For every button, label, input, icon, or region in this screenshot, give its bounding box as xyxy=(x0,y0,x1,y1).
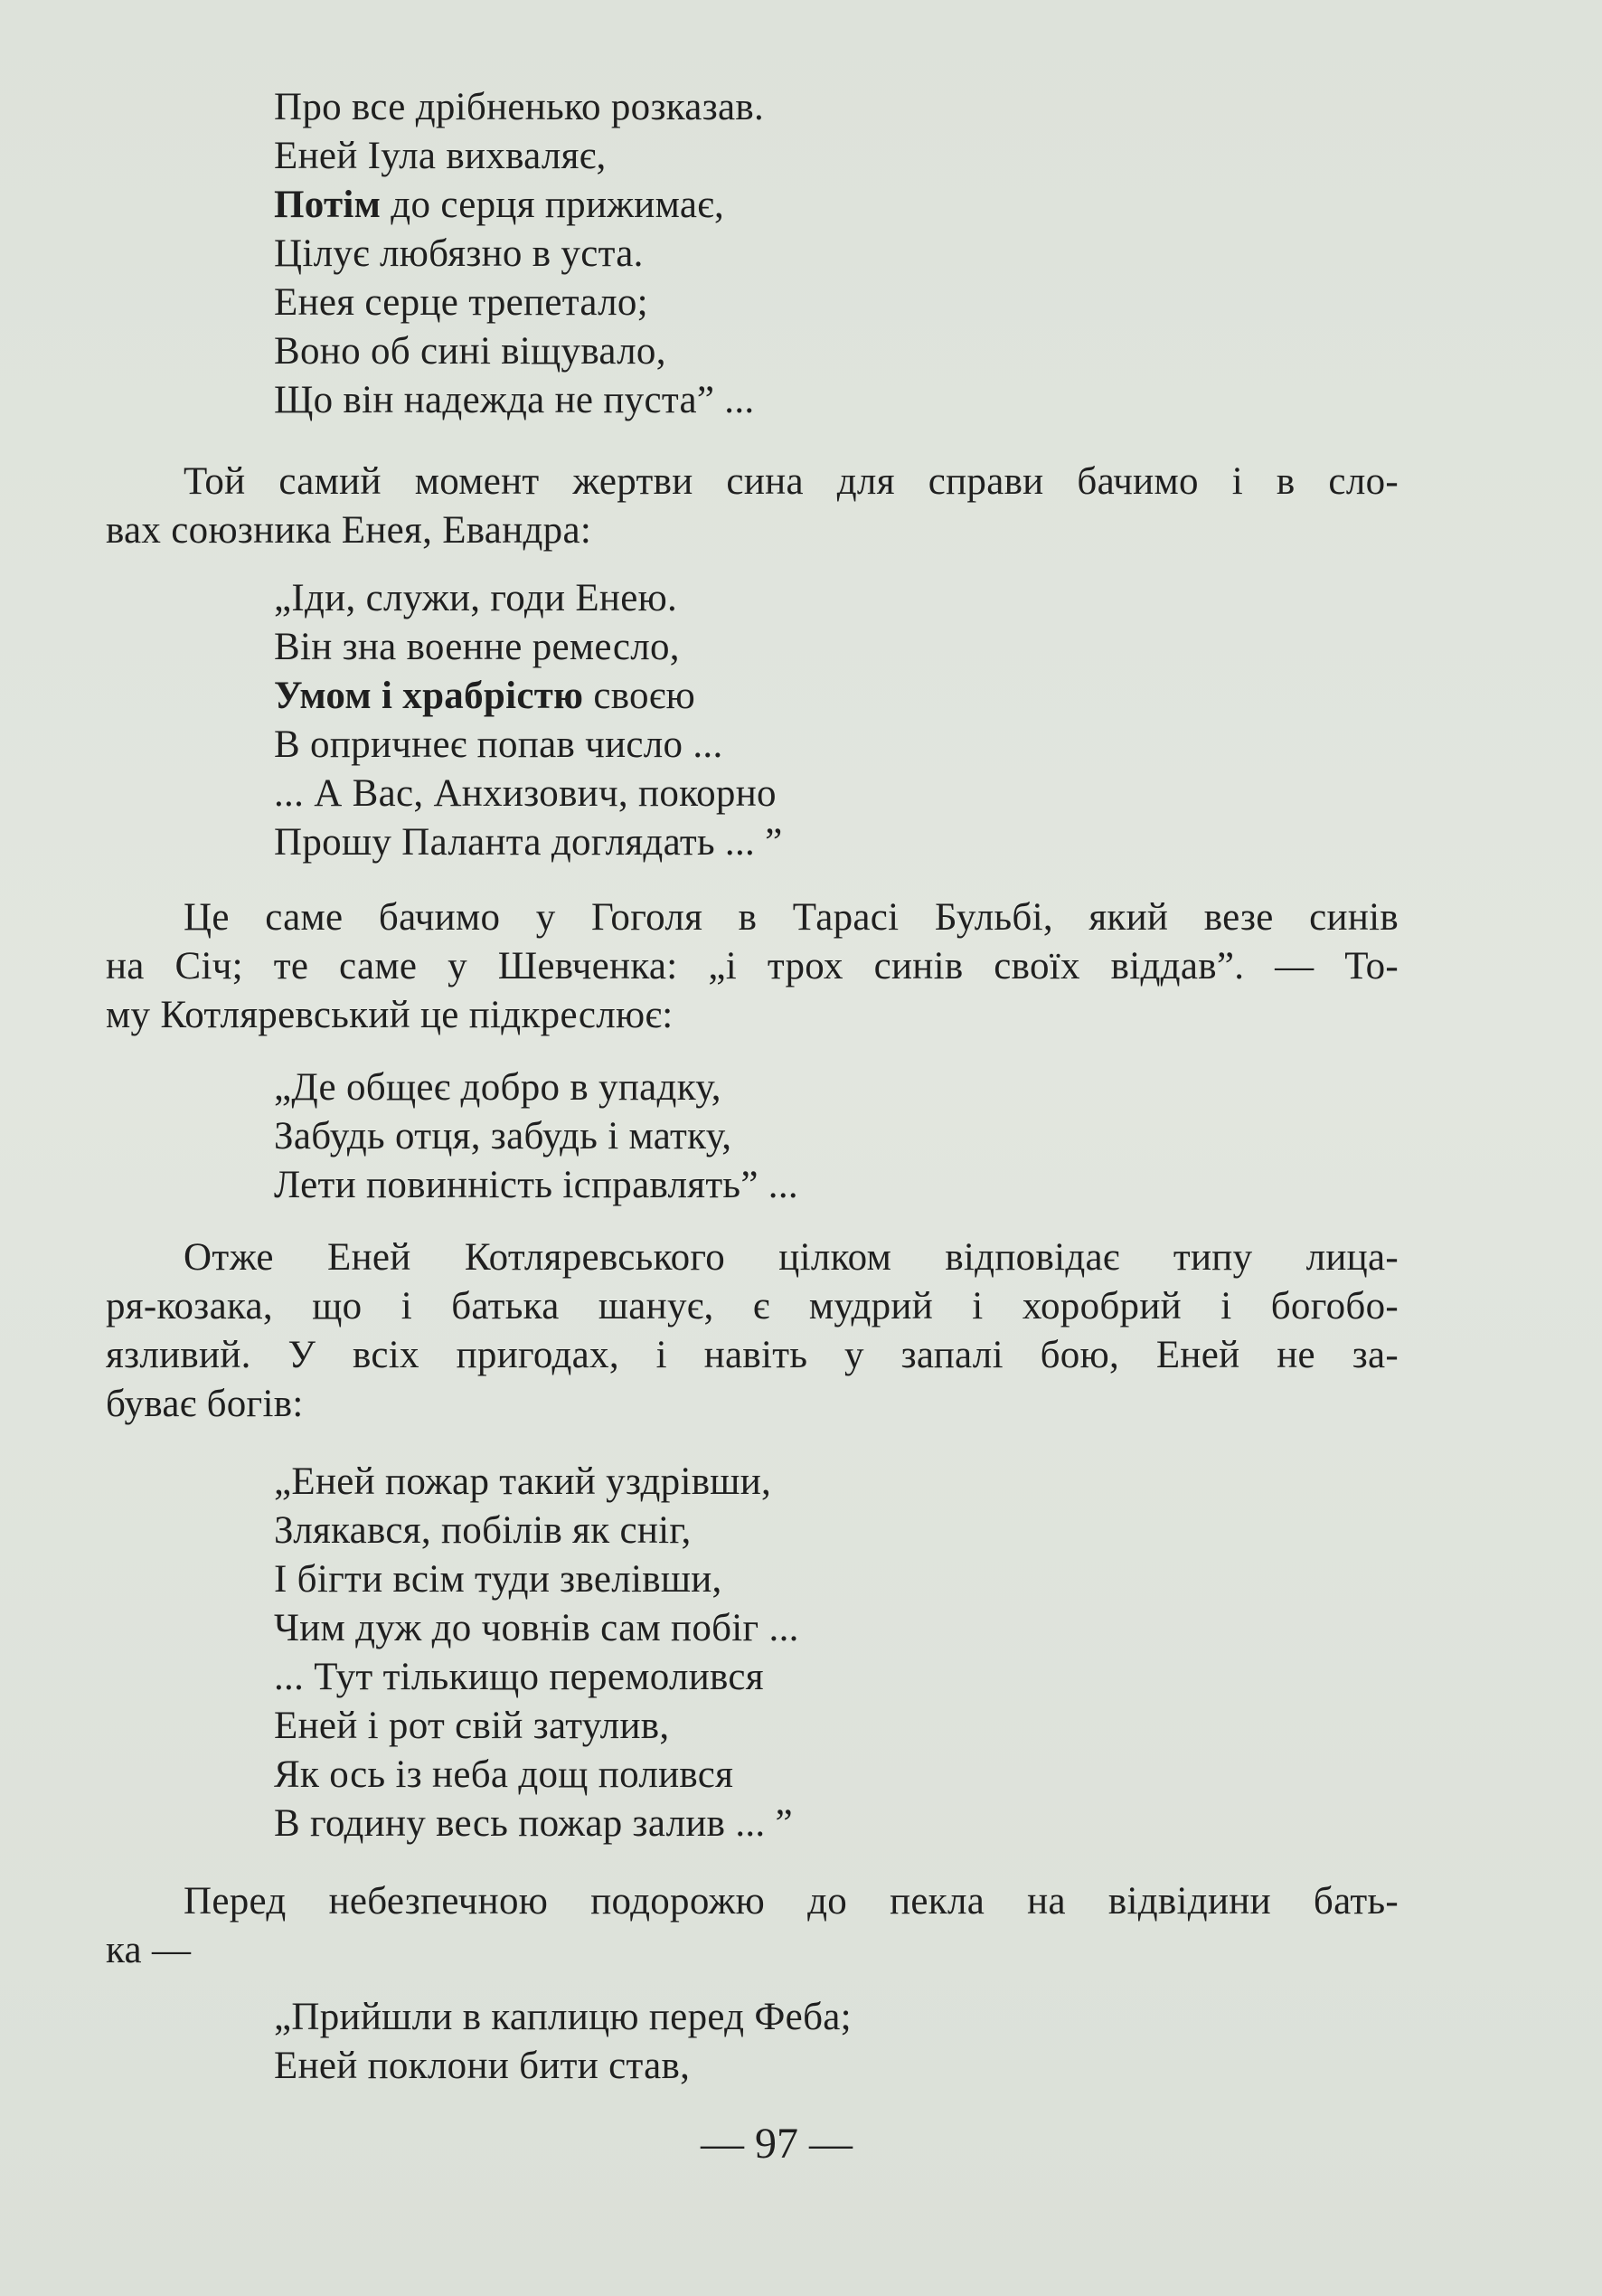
prose-line: язливий. У всіх пригодах, і навіть у запалі бою, Еней не за- xyxy=(106,1334,1399,1376)
bold-emphasis: Умом і храбрістю xyxy=(274,675,584,717)
stanza-5 xyxy=(274,1993,852,2091)
prose-line: на Січ; те саме у Шевченка: „і трох синів своїх віддав”. — То- xyxy=(106,945,1399,987)
poem-line: „Іди, служи, годи Енею. xyxy=(274,577,678,619)
prose-line: Той самий момент жертви сина для справи бачимо і в сло- xyxy=(184,460,1399,503)
paragraph-4 xyxy=(106,1877,1399,1975)
poem-line xyxy=(274,181,764,230)
poem-line: „Де общеє добро в упадку, xyxy=(274,1066,721,1109)
poem-line xyxy=(274,672,783,721)
paragraph-1 xyxy=(106,458,1399,555)
poem-line: ... Тут тількищо перемолився xyxy=(274,1656,764,1698)
poem-line: В годину весь пожар залив ... ” xyxy=(274,1802,793,1845)
poem-line: Прошу Паланта доглядать ... ” xyxy=(274,821,783,864)
poem-line: Еней поклони бити став, xyxy=(274,2045,691,2087)
stanza-1 xyxy=(274,83,764,425)
stanza-4 xyxy=(274,1458,799,1848)
poem-line: Забудь отця, забудь і матку, xyxy=(274,1115,732,1157)
poem-line: „Еней пожар такий уздрівши, xyxy=(274,1460,772,1503)
prose-line: ка — xyxy=(106,1929,192,1971)
poem-line: Що він надежда не пуста” ... xyxy=(274,379,755,421)
poem-line: Злякався, побілів як сніг, xyxy=(274,1509,692,1552)
prose-line: Перед небезпечною подорожю до пекла на відвідини бать- xyxy=(184,1880,1399,1923)
stanza-3 xyxy=(274,1063,798,1210)
poem-line: Цілує любязно в уста. xyxy=(274,232,644,275)
poem-line: І бігти всім туди звелівши, xyxy=(274,1558,722,1601)
bold-emphasis: Потім xyxy=(274,184,382,226)
prose-line: му Котляревський це підкреслює: xyxy=(106,994,674,1036)
prose-line: вах союзника Енея, Евандра: xyxy=(106,509,592,552)
page-number: — 97 — xyxy=(701,2120,853,2168)
stanza-2 xyxy=(274,574,783,867)
poem-line-rest: до серця прижимає, xyxy=(381,184,725,226)
poem-line: Він зна военне ремесло, xyxy=(274,626,680,668)
prose-line: ря-козака, що і батька шанує, є мудрий і хоробрий і богобо- xyxy=(106,1285,1399,1328)
poem-line-rest: своєю xyxy=(583,675,696,717)
poem-line: Еней Іула вихваляє, xyxy=(274,135,607,177)
poem-line: Воно об сині віщувало, xyxy=(274,330,666,373)
poem-line: Лети повинність ісправлять” ... xyxy=(274,1164,798,1206)
paragraph-3 xyxy=(106,1233,1399,1429)
poem-line: В опричнеє попав число ... xyxy=(274,723,723,766)
poem-line: Про все дрібненько розказав. xyxy=(274,86,765,128)
prose-line: Отже Еней Котляревського цілком відповідає типу лица- xyxy=(184,1236,1399,1279)
paragraph-2 xyxy=(106,893,1399,1040)
poem-line: ... А Вас, Анхизович, покорно xyxy=(274,772,777,815)
prose-line: Це саме бачимо у Гоголя в Тарасі Бульбі, який везе синів xyxy=(184,896,1399,939)
poem-line: Еней і рот свій затулив, xyxy=(274,1705,670,1747)
poem-line: Як ось із неба дощ полився xyxy=(274,1753,734,1796)
poem-line: „Прийшли в каплицю перед Феба; xyxy=(274,1996,852,2038)
poem-line: Енея серце трепетало; xyxy=(274,281,648,324)
prose-line: буває богів: xyxy=(106,1383,304,1425)
poem-line: Чим дуж до човнів сам побіг ... xyxy=(274,1607,799,1649)
